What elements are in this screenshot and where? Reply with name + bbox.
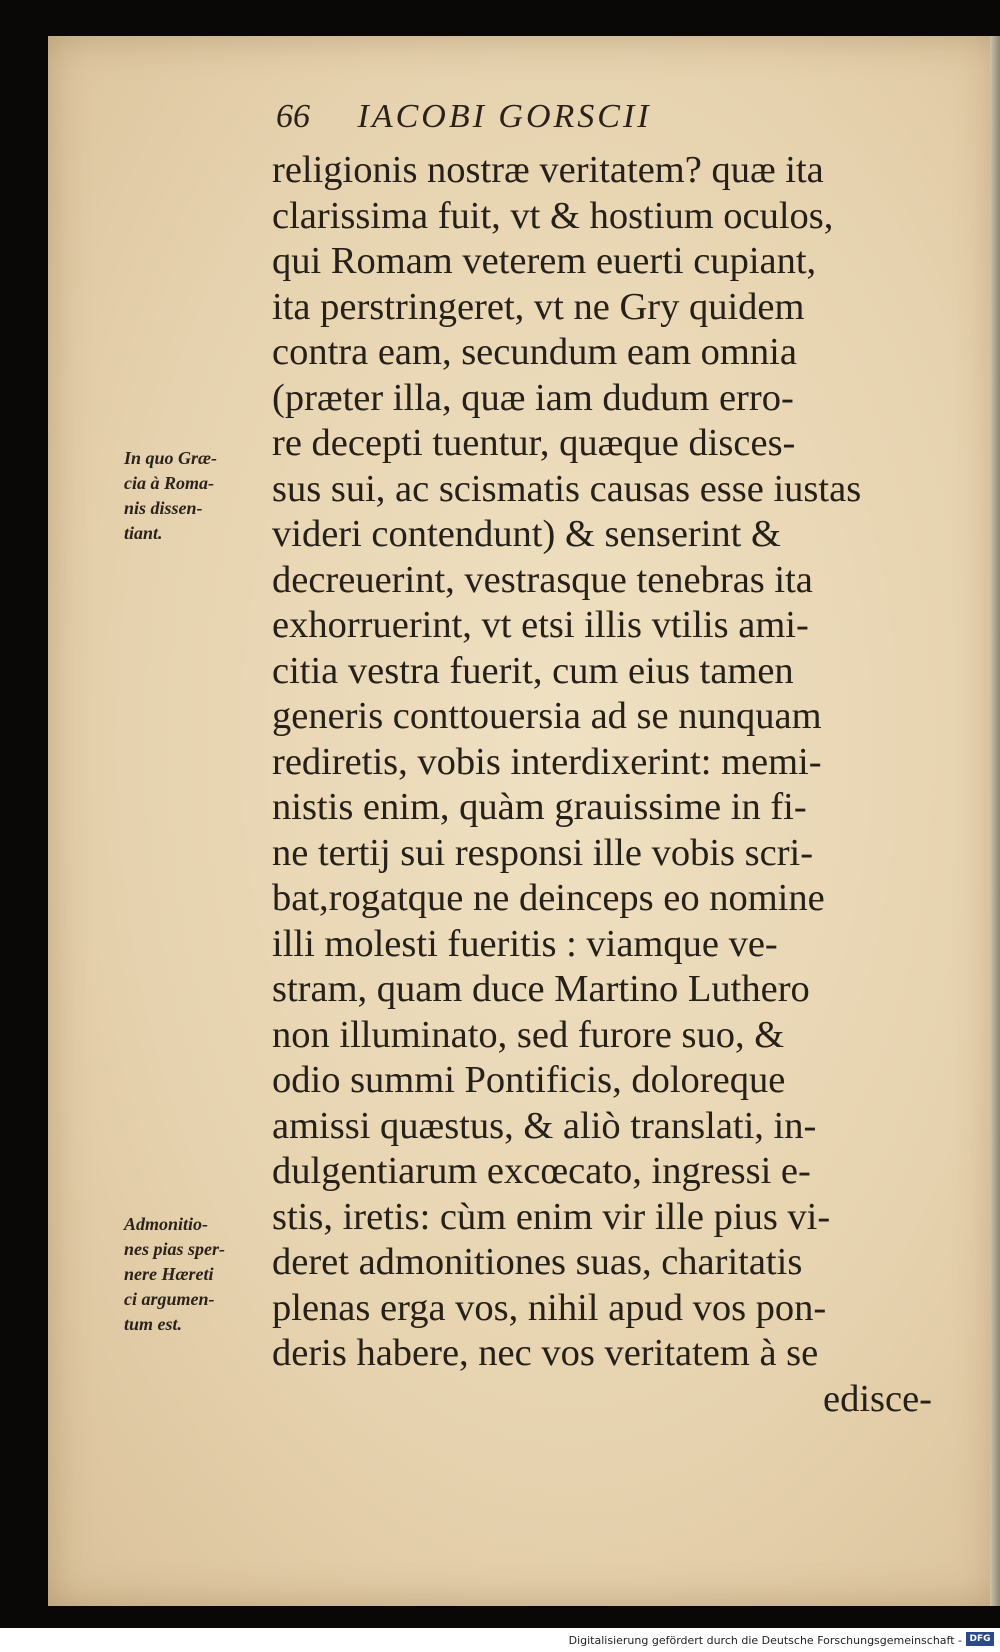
margin-note-line: Admonitio- bbox=[124, 1214, 209, 1234]
text-line: (præter illa, quæ iam dudum erro- bbox=[272, 376, 794, 419]
text-line: re decepti tuentur, quæque disces- bbox=[272, 422, 796, 464]
text-line: sus sui, ac scismatis causas esse iustas bbox=[272, 467, 862, 510]
text-line: plenas erga vos, nihil apud vos pon- bbox=[272, 1286, 827, 1329]
text-line: clarissima fuit, vt & hostium oculos, bbox=[272, 194, 834, 237]
text-line: citia vestra fuerit, cum eius tamen bbox=[272, 649, 794, 692]
text-line: videri contendunt) & senserint & bbox=[272, 513, 781, 555]
body-text bbox=[272, 148, 932, 1422]
text-line: amissi quæstus, & aliò translati, in- bbox=[272, 1104, 817, 1147]
running-header bbox=[276, 98, 652, 136]
margin-note-line: cia à Roma- bbox=[124, 473, 214, 493]
margin-note-1 bbox=[124, 446, 274, 546]
text-line: ita perstringeret, vt ne Gry quidem bbox=[272, 285, 805, 328]
margin-note-line: nes pias sper- bbox=[124, 1239, 226, 1259]
text-line: religionis nostræ veritatem? quæ ita bbox=[272, 149, 824, 191]
text-line: generis conttouersia ad se nunquam bbox=[272, 695, 822, 737]
text-line: deret admonitiones suas, charitatis bbox=[272, 1241, 803, 1283]
text-line: odio summi Pontificis, doloreque bbox=[272, 1059, 786, 1101]
running-title: IACOBI GORSCII bbox=[357, 98, 652, 135]
text-line: stram, quam duce Martino Luthero bbox=[272, 968, 810, 1010]
catchword: edisce- bbox=[822, 1377, 932, 1420]
text-line: decreuerint, vestrasque tenebras ita bbox=[272, 558, 813, 601]
text-line: dulgentiarum excœcato, ingressi e- bbox=[272, 1150, 811, 1192]
margin-note-line: tum est. bbox=[124, 1314, 183, 1334]
page-edge bbox=[990, 36, 1000, 1606]
text-line: non illuminato, sed furore suo, & bbox=[272, 1013, 785, 1056]
footer-credit: Digitalisierung gefördert durch die Deutsche Forschungsgemeinschaft - bbox=[568, 1634, 962, 1647]
text-line: illi molesti fueritis : viamque ve- bbox=[272, 922, 778, 965]
text-line: exhorruerint, vt etsi illis vtilis ami- bbox=[272, 604, 809, 646]
margin-note-line: ci argumen- bbox=[124, 1289, 215, 1309]
text-line: ne tertij sui responsi ille vobis scri- bbox=[272, 831, 814, 874]
text-line: rediretis, vobis interdixerint: memi- bbox=[272, 740, 822, 783]
page-number: 66 bbox=[276, 98, 310, 135]
margin-note-line: nere Hæreti bbox=[124, 1264, 214, 1284]
margin-note-line: In quo Græ- bbox=[124, 448, 218, 468]
margin-note-line: tiant. bbox=[124, 523, 163, 543]
text-line: deris habere, nec vos veritatem à se bbox=[272, 1332, 819, 1374]
margin-note-line: nis dissen- bbox=[124, 498, 203, 518]
text-line: bat,rogatque ne deinceps eo nomine bbox=[272, 877, 825, 919]
text-line: stis, iretis: cùm enim vir ille pius vi- bbox=[272, 1195, 831, 1238]
text-line: nistis enim, quàm grauissime in fi- bbox=[272, 786, 807, 828]
text-line: qui Romam veterem euerti cupiant, bbox=[272, 240, 817, 282]
dfg-logo: DFG bbox=[966, 1632, 994, 1646]
margin-note-2 bbox=[124, 1212, 274, 1337]
text-line: contra eam, secundum eam omnia bbox=[272, 331, 797, 373]
